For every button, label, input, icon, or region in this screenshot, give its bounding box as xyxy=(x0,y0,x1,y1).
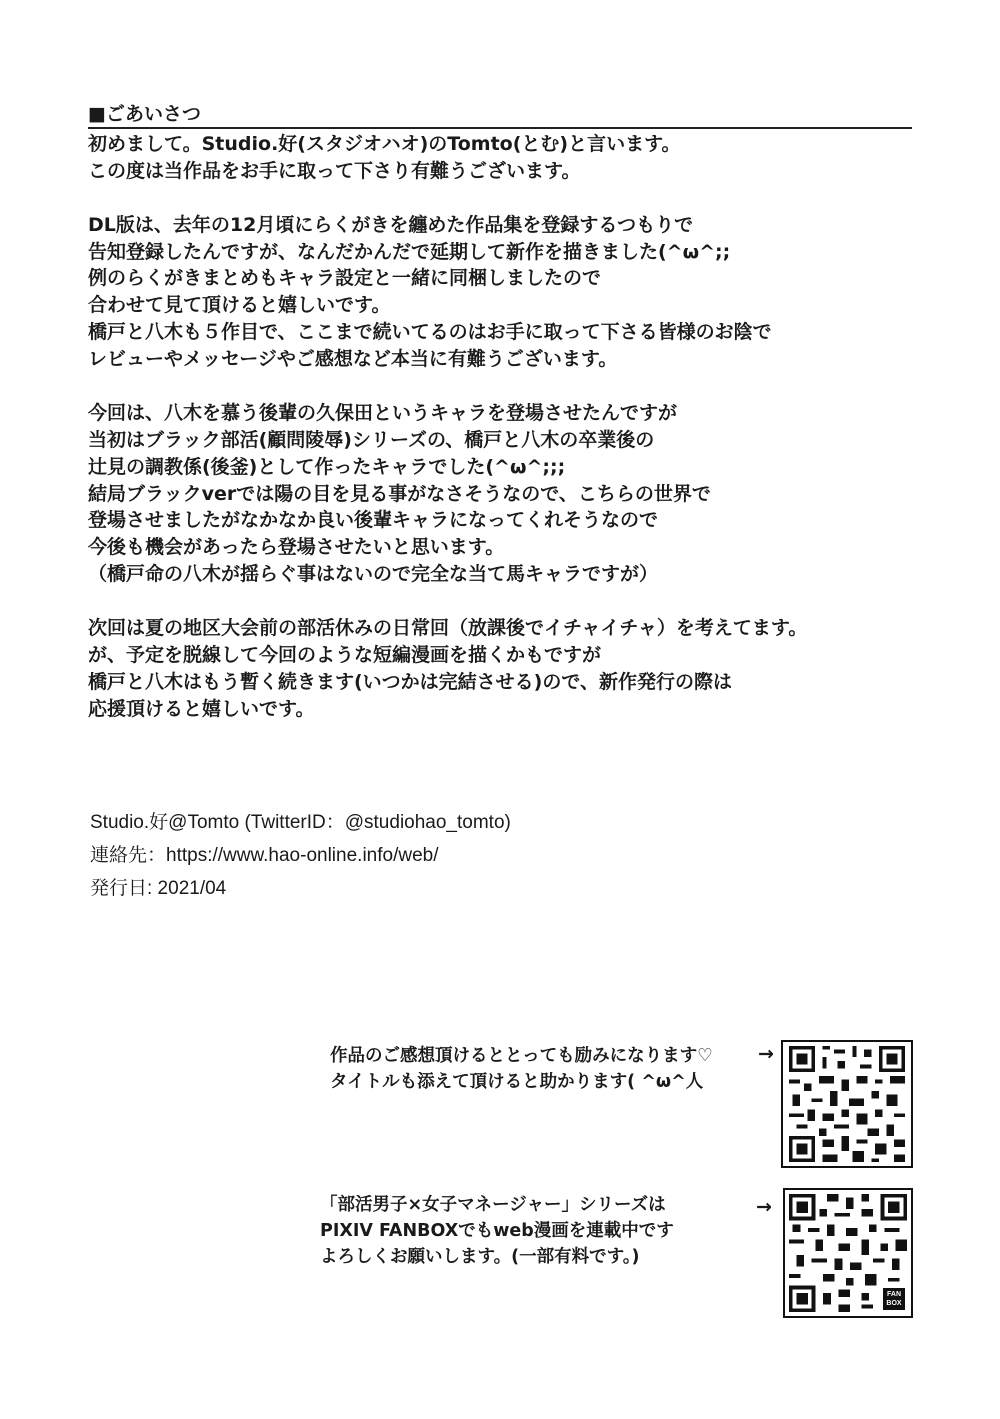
greeting-body xyxy=(88,131,918,723)
fanbox-logo: FAN BOX xyxy=(883,1288,905,1310)
qr-code-pattern xyxy=(783,1042,911,1166)
publish-date: 発行日: 2021/04 xyxy=(90,878,227,899)
paragraph-new-character xyxy=(88,400,918,588)
qr-code-icon[interactable] xyxy=(783,1188,913,1318)
text-line: 今回は、八木を慕う後輩の久保田というキャラを登場させたんですが xyxy=(88,401,678,424)
author-credit: Studio.好@Tomto (TwitterID：@studiohao_tomto) xyxy=(90,812,511,833)
text-line: 応援頂けると嬉しいです。 xyxy=(88,697,315,720)
text-line: 当初はブラック部活(顧問陵辱)シリーズの、橋戸と八木の卒業後の xyxy=(88,428,655,451)
fanbox-promo-line: 「部活男子×女子マネージャー」シリーズは xyxy=(320,1195,666,1215)
section-heading: ■ごあいさつ xyxy=(88,101,912,129)
text-line: 今後も機会があったら登場させたいと思います。 xyxy=(88,536,505,559)
text-line: 次回は夏の地区大会前の部活休みの日常回（放課後でイチャイチャ）を考えてます。 xyxy=(88,617,808,640)
feedback-promo-line: タイトルも添えて頂けると助かります( ^ω^人 xyxy=(330,1072,704,1092)
feedback-promo-line: 作品のご感想頂けるととっても励みになります♡ xyxy=(330,1046,713,1066)
feedback-promo xyxy=(330,1043,713,1095)
text-line: が、予定を脱線して今回のような短編漫画を描くかもですが xyxy=(88,643,602,666)
arrow-right-icon: → xyxy=(756,1196,772,1218)
text-line: 合わせて見て頂けると嬉しいです。 xyxy=(88,294,391,317)
paragraph-dl-version xyxy=(88,212,918,373)
fanbox-promo-line: PIXIV FANBOXでもweb漫画を連載中です xyxy=(320,1221,674,1241)
text-line: 初めまして。Studio.好(スタジオハオ)のTomto(とむ)と言います。 xyxy=(88,133,681,155)
text-line: DL版は、去年の12月頃にらくがきを纏めた作品集を登録するつもりで xyxy=(88,213,694,236)
text-line: （橋戸命の八木が揺らぐ事はないので完全な当て馬キャラですが） xyxy=(88,563,659,586)
text-line: 例のらくがきまとめもキャラ設定と一緒に同梱しましたので xyxy=(88,267,602,290)
text-line: 登場させましたがなかなか良い後輩キャラになってくれそうなので xyxy=(88,509,659,532)
text-line: レビューやメッセージやご感想など本当に有難うございます。 xyxy=(88,348,618,371)
text-line: 橋戸と八木はもう暫く続きます(いつかは完結させる)ので、新作発行の際は xyxy=(88,670,732,693)
fanbox-promo-line: よろしくお願いします。(一部有料です。) xyxy=(320,1247,640,1267)
contact-url[interactable]: 連絡先：https://www.hao-online.info/web/ xyxy=(90,845,439,866)
arrow-right-icon: → xyxy=(758,1043,774,1065)
qr-code-icon[interactable] xyxy=(781,1040,913,1168)
text-line: 結局ブラックverでは陽の目を見る事がなさそうなので、こちらの世界で xyxy=(88,482,711,505)
credits-block xyxy=(90,806,690,905)
text-line: この度は当作品をお手に取って下さり有難うございます。 xyxy=(88,159,581,182)
paragraph-intro xyxy=(88,131,918,185)
text-line: 告知登録したんですが、なんだかんだで延期して新作を描きました(^ω^;; xyxy=(88,240,731,263)
fanbox-promo xyxy=(320,1192,674,1270)
paragraph-next-time xyxy=(88,615,918,723)
text-line: 橋戸と八木も５作目で、ここまで続いてるのはお手に取って下さる皆様のお陰で xyxy=(88,321,772,344)
text-line: 辻見の調教係(後釜)として作ったキャラでした(^ω^;;; xyxy=(88,455,566,478)
